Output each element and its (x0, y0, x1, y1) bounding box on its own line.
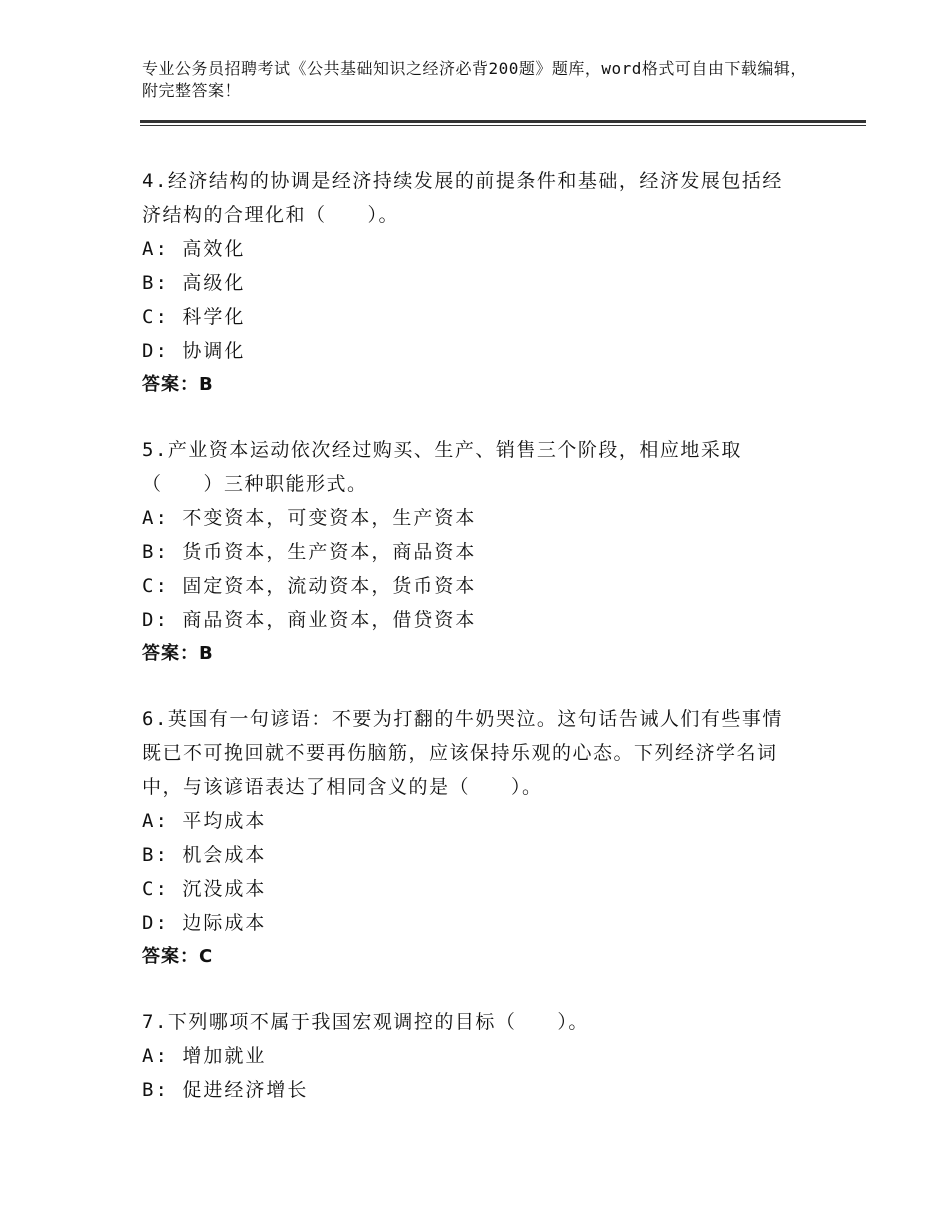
option-c: C: 科学化 (142, 306, 246, 328)
option-c: C: 沉没成本 (142, 878, 267, 900)
header-divider-thick (140, 120, 866, 123)
option-a: A: 高效化 (142, 238, 246, 260)
option-a: A: 平均成本 (142, 810, 267, 832)
option-d: D: 协调化 (142, 340, 246, 362)
question-stem: 4.经济结构的协调是经济持续发展的前提条件和基础，经济发展包括经济结构的合理化和（ ）。 (142, 170, 783, 226)
option-b: B: 促进经济增长 (142, 1079, 309, 1101)
header-divider-thin (140, 125, 866, 126)
question-list (142, 164, 802, 1138)
option-b: B: 货币资本，生产资本，商品资本 (142, 541, 477, 563)
question-6 (142, 702, 802, 974)
answer-label: 答案：B (142, 374, 214, 395)
option-d: D: 商品资本，商业资本，借贷资本 (142, 609, 477, 631)
question-7 (142, 1005, 802, 1107)
question-5 (142, 433, 802, 671)
answer-label: 答案：B (142, 643, 214, 664)
option-d: D: 边际成本 (142, 912, 267, 934)
question-4 (142, 164, 802, 402)
answer-label: 答案：C (142, 946, 214, 967)
question-stem: 5.产业资本运动依次经过购买、生产、销售三个阶段，相应地采取（ ）三种职能形式。 (142, 439, 742, 495)
option-c: C: 固定资本，流动资本，货币资本 (142, 575, 477, 597)
option-b: B: 高级化 (142, 272, 246, 294)
question-stem: 6.英国有一句谚语：不要为打翻的牛奶哭泣。这句话告诫人们有些事情既已不可挽回就不要再伤脑筋，应该保持乐观的心态。下列经济学名词中，与该谚语表达了相同含义的是（ ）。 (142, 708, 783, 798)
option-b: B: 机会成本 (142, 844, 267, 866)
option-a: A: 不变资本，可变资本，生产资本 (142, 507, 477, 529)
option-a: A: 增加就业 (142, 1045, 267, 1067)
document-header: 专业公务员招聘考试《公共基础知识之经济必背200题》题库，word格式可自由下载编辑，附完整答案！ (142, 59, 807, 100)
question-stem: 7.下列哪项不属于我国宏观调控的目标（ ）。 (142, 1011, 589, 1033)
